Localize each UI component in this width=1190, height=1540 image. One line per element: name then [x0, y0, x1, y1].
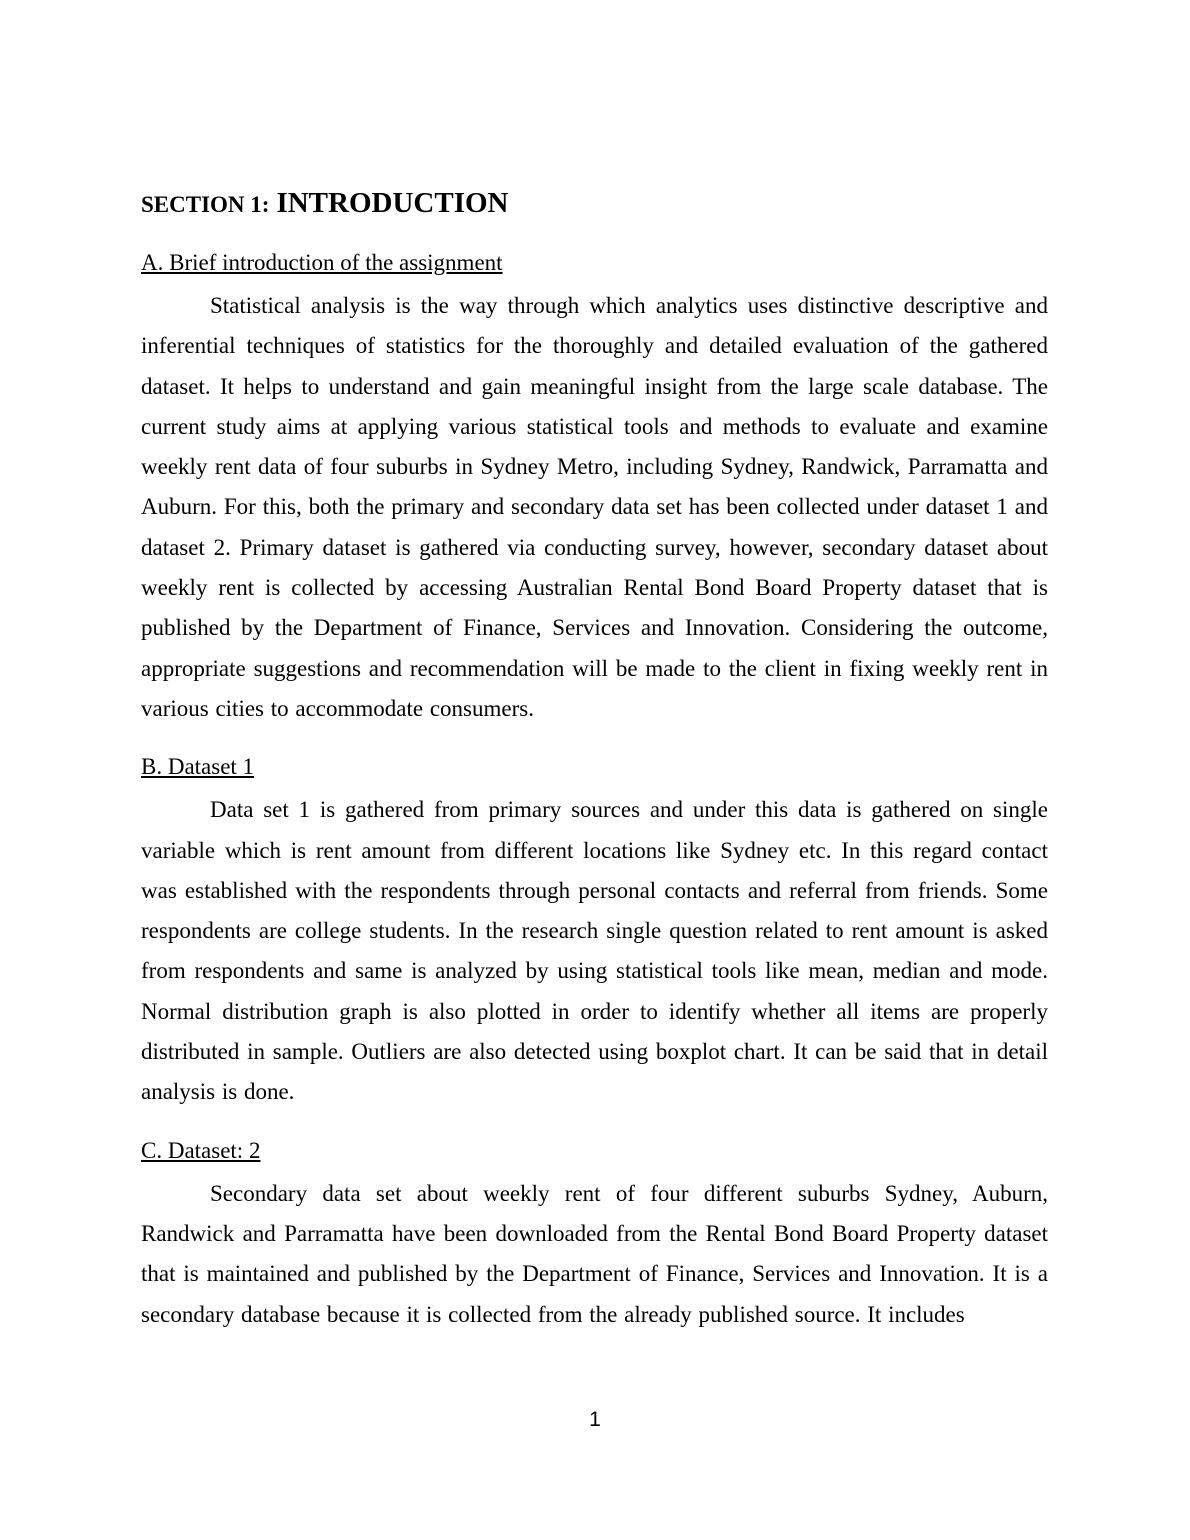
page-content: [141, 183, 1048, 1335]
heading-dataset-2: C. Dataset: 2: [141, 1137, 261, 1163]
heading-brief-introduction: A. Brief introduction of the assignment: [141, 250, 503, 275]
page-number: 1: [589, 1408, 601, 1431]
paragraph-dataset-1: Data set 1 is gathered from primary sources and under this data is gathered on single variable which is rent amount from different locations like Sydney etc. In this regard contact was established with the respondents through personal contacts and referral from friends. Some respondents are college students. In the research single question related to rent amount is asked from respondents and same is analyzed by using statistical tools like mean, median and mode. Normal distribution graph is also plotted in order to identify whether all items are properly distributed in sample. Outliers are also detected using boxplot chart. It can be said that in detail analysis is done.: [141, 797, 1048, 1105]
section-a-brief-introduction: [141, 243, 1048, 729]
paragraph-brief-introduction: Statistical analysis is the way through which analytics uses distinctive descriptive and inferential techniques of statistics for the thoroughly and detailed evaluation of the gathered dataset. It helps to understand and gain meaningful insight from the large scale database. The current study aims at applying various statistical tools and methods to evaluate and examine weekly rent data of four suburbs in Sydney Metro, including Sydney, Randwick, Parramatta and Auburn. For this, both the primary and secondary data set has been collected under dataset 1 and dataset 2. Primary dataset is gathered via conducting survey, however, secondary dataset about weekly rent is collected by accessing Australian Rental Bond Board Property dataset that is published by the Department of Finance, Services and Innovation. Considering the outcome, appropriate suggestions and recommendation will be made to the client in fixing weekly rent in various cities to accommodate consumers.: [141, 293, 1048, 721]
section-b-dataset-1: [141, 747, 1048, 1112]
section-title: [141, 183, 1048, 223]
section-title-main: INTRODUCTION: [276, 187, 509, 219]
section-c-dataset-2: [141, 1131, 1048, 1335]
section-title-prefix: SECTION 1:: [141, 192, 270, 217]
paragraph-dataset-2: Secondary data set about weekly rent of four different suburbs Sydney, Auburn, Randwick and Parramatta have been downloaded from the Rental Bond Board Property dataset that is maintained and published by the Department of Finance, Services and Innovation. It is a secondary database because it is collected from the already published source. It includes: [141, 1180, 1048, 1327]
heading-dataset-1: B. Dataset 1: [141, 754, 255, 780]
